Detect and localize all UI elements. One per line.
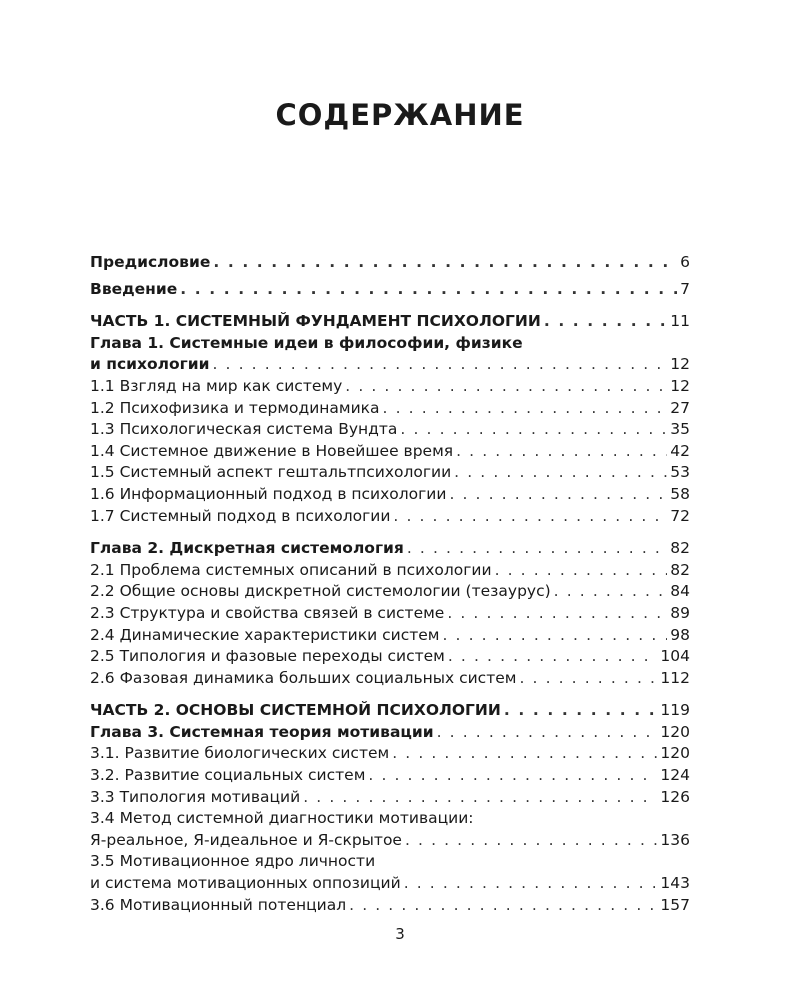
toc-entry-title: 3.6 Мотивационный потенциал xyxy=(90,895,347,914)
toc-entry-title: 1.7 Системный подход в психологии xyxy=(90,506,391,525)
toc-entry-title: 2.4 Динамические характеристики систем xyxy=(90,625,440,644)
toc-entry-title: Глава 3. Системная теория мотивации xyxy=(90,722,434,741)
toc-entry-page: 53 xyxy=(670,463,690,482)
toc-entry-page: 157 xyxy=(660,895,690,914)
toc-entry-section-1-5[interactable] xyxy=(90,462,690,484)
toc-entry-section-1-7[interactable] xyxy=(90,506,690,528)
toc-entry-page: 120 xyxy=(660,744,690,763)
dot-leader xyxy=(180,279,677,301)
toc-entry-title: 2.6 Фазовая динамика больших социальных систем xyxy=(90,668,517,687)
toc-entry-section-3-3[interactable] xyxy=(90,787,690,809)
toc-entry-section-2-6[interactable] xyxy=(90,668,690,690)
toc-entry-page: 124 xyxy=(660,766,690,785)
toc-entry-part-2[interactable] xyxy=(90,700,690,722)
toc-entry-section-2-3[interactable] xyxy=(90,603,690,625)
toc-entry-title: 2.1 Проблема системных описаний в психологии xyxy=(90,560,492,579)
toc-entry-page: 72 xyxy=(670,506,690,525)
page-number: 3 xyxy=(395,925,405,943)
toc-entry-section-3-5[interactable] xyxy=(90,873,690,895)
toc-entry-title: ЧАСТЬ 2. ОСНОВЫ СИСТЕМНОЙ ПСИХОЛОГИИ xyxy=(90,701,501,720)
toc-entry-section-1-4[interactable] xyxy=(90,441,690,463)
toc-entry-page: 143 xyxy=(660,874,690,893)
toc-entry-page: 89 xyxy=(670,603,690,622)
toc-entry-title: и психологии xyxy=(90,355,210,374)
toc-entry-page: 112 xyxy=(660,668,690,687)
toc-entry-section-3-5-line1[interactable]: 3.5 Мотивационное ядро личности xyxy=(90,852,376,871)
toc-entry-title: и система мотивационных оппозиций xyxy=(90,874,401,893)
toc-entry-chapter-3[interactable] xyxy=(90,722,690,744)
toc-entry-page: 119 xyxy=(660,701,690,720)
dot-leader xyxy=(404,873,658,895)
toc-entry-section-2-2[interactable] xyxy=(90,581,690,603)
table-of-contents xyxy=(90,252,690,916)
dot-leader xyxy=(495,560,668,582)
toc-entry-chapter-2[interactable] xyxy=(90,538,690,560)
toc-entry-title: 1.4 Системное движение в Новейшее время xyxy=(90,441,454,460)
toc-entry-page: 6 xyxy=(680,253,690,271)
toc-entry-page: 58 xyxy=(670,484,690,503)
dot-leader xyxy=(447,603,667,625)
dot-leader xyxy=(504,700,658,722)
toc-entry-preface[interactable] xyxy=(90,252,690,274)
toc-entry-section-3-2[interactable] xyxy=(90,765,690,787)
toc-entry-title: 1.1 Взгляд на мир как систему xyxy=(90,376,343,395)
toc-entry-section-2-5[interactable] xyxy=(90,646,690,668)
toc-entry-chapter-1-line1[interactable]: Глава 1. Системные идеи в философии, физике xyxy=(90,333,523,352)
toc-entry-page: 126 xyxy=(660,787,690,806)
toc-entry-title: 3.1. Развитие биологических систем xyxy=(90,744,390,763)
dot-leader xyxy=(405,830,657,852)
toc-entry-section-2-1[interactable] xyxy=(90,560,690,582)
toc-entry-page: 82 xyxy=(670,560,690,579)
toc-entry-page: 120 xyxy=(660,722,690,741)
toc-entry-title: 3.3 Типология мотиваций xyxy=(90,787,301,806)
toc-entry-page: 12 xyxy=(670,376,690,395)
toc-entry-title: 2.5 Типология и фазовые переходы систем xyxy=(90,647,445,666)
toc-entry-section-1-3[interactable] xyxy=(90,419,690,441)
toc-entry-section-3-1[interactable] xyxy=(90,743,690,765)
dot-leader xyxy=(349,895,657,917)
dot-leader xyxy=(213,252,677,274)
toc-entry-title: 1.3 Психологическая система Вундта xyxy=(90,420,398,439)
toc-entry-title: ЧАСТЬ 1. СИСТЕМНЫЙ ФУНДАМЕНТ ПСИХОЛОГИИ xyxy=(90,312,541,331)
toc-entry-title: Я-реальное, Я-идеальное и Я-скрытое xyxy=(90,830,402,849)
toc-entry-intro[interactable] xyxy=(90,279,690,301)
dot-leader xyxy=(448,646,658,668)
toc-entry-page: 82 xyxy=(670,539,690,558)
toc-entry-page: 12 xyxy=(670,355,690,374)
toc-entry-page: 104 xyxy=(660,647,690,666)
dot-leader xyxy=(456,441,667,463)
toc-entry-title: 1.6 Информационный подход в психологии xyxy=(90,484,447,503)
dot-leader xyxy=(392,743,657,765)
toc-entry-page: 136 xyxy=(660,830,690,849)
toc-entry-page: 84 xyxy=(670,582,690,601)
toc-entry-section-1-1[interactable] xyxy=(90,376,690,398)
dot-leader xyxy=(400,419,667,441)
toc-entry-section-1-2[interactable] xyxy=(90,398,690,420)
toc-entry-page: 98 xyxy=(670,625,690,644)
toc-entry-page: 35 xyxy=(670,420,690,439)
toc-entry-chapter-1[interactable] xyxy=(90,354,690,376)
toc-entry-title: 3.2. Развитие социальных систем xyxy=(90,766,366,785)
toc-entry-section-3-4-line1[interactable]: 3.4 Метод системной диагностики мотивации: xyxy=(90,809,474,828)
dot-leader xyxy=(544,311,667,333)
toc-entry-part-1[interactable] xyxy=(90,311,690,333)
toc-entry-title: Введение xyxy=(90,279,178,298)
toc-entry-section-2-4[interactable] xyxy=(90,625,690,647)
dot-leader xyxy=(345,376,667,398)
dot-leader xyxy=(554,581,668,603)
toc-entry-page: 27 xyxy=(670,398,690,417)
dot-leader xyxy=(442,625,667,647)
page-title: СОДЕРЖАНИЕ xyxy=(275,98,525,132)
dot-leader xyxy=(519,668,657,690)
dot-leader xyxy=(454,462,667,484)
dot-leader xyxy=(368,765,657,787)
toc-entry-page: 42 xyxy=(670,441,690,460)
dot-leader xyxy=(437,722,658,744)
toc-entry-title: Глава 2. Дискретная системология xyxy=(90,539,404,558)
dot-leader xyxy=(393,506,667,528)
toc-entry-section-3-6[interactable] xyxy=(90,895,690,917)
dot-leader xyxy=(212,354,667,376)
toc-entry-page: 7 xyxy=(680,279,690,298)
dot-leader xyxy=(449,484,667,506)
toc-entry-title: 2.2 Общие основы дискретной системологии (тезаурус) xyxy=(90,582,551,601)
toc-entry-section-3-4[interactable] xyxy=(90,830,690,852)
toc-entry-section-1-6[interactable] xyxy=(90,484,690,506)
toc-entry-title: 1.2 Психофизика и термодинамика xyxy=(90,398,380,417)
toc-entry-title: Предисловие xyxy=(90,253,211,271)
dot-leader xyxy=(383,398,668,420)
toc-entry-title: 2.3 Структура и свойства связей в системе xyxy=(90,603,445,622)
toc-entry-title: 1.5 Системный аспект гештальтпсихологии xyxy=(90,463,452,482)
toc-entry-page: 11 xyxy=(670,312,690,331)
dot-leader xyxy=(303,787,657,809)
dot-leader xyxy=(407,538,667,560)
